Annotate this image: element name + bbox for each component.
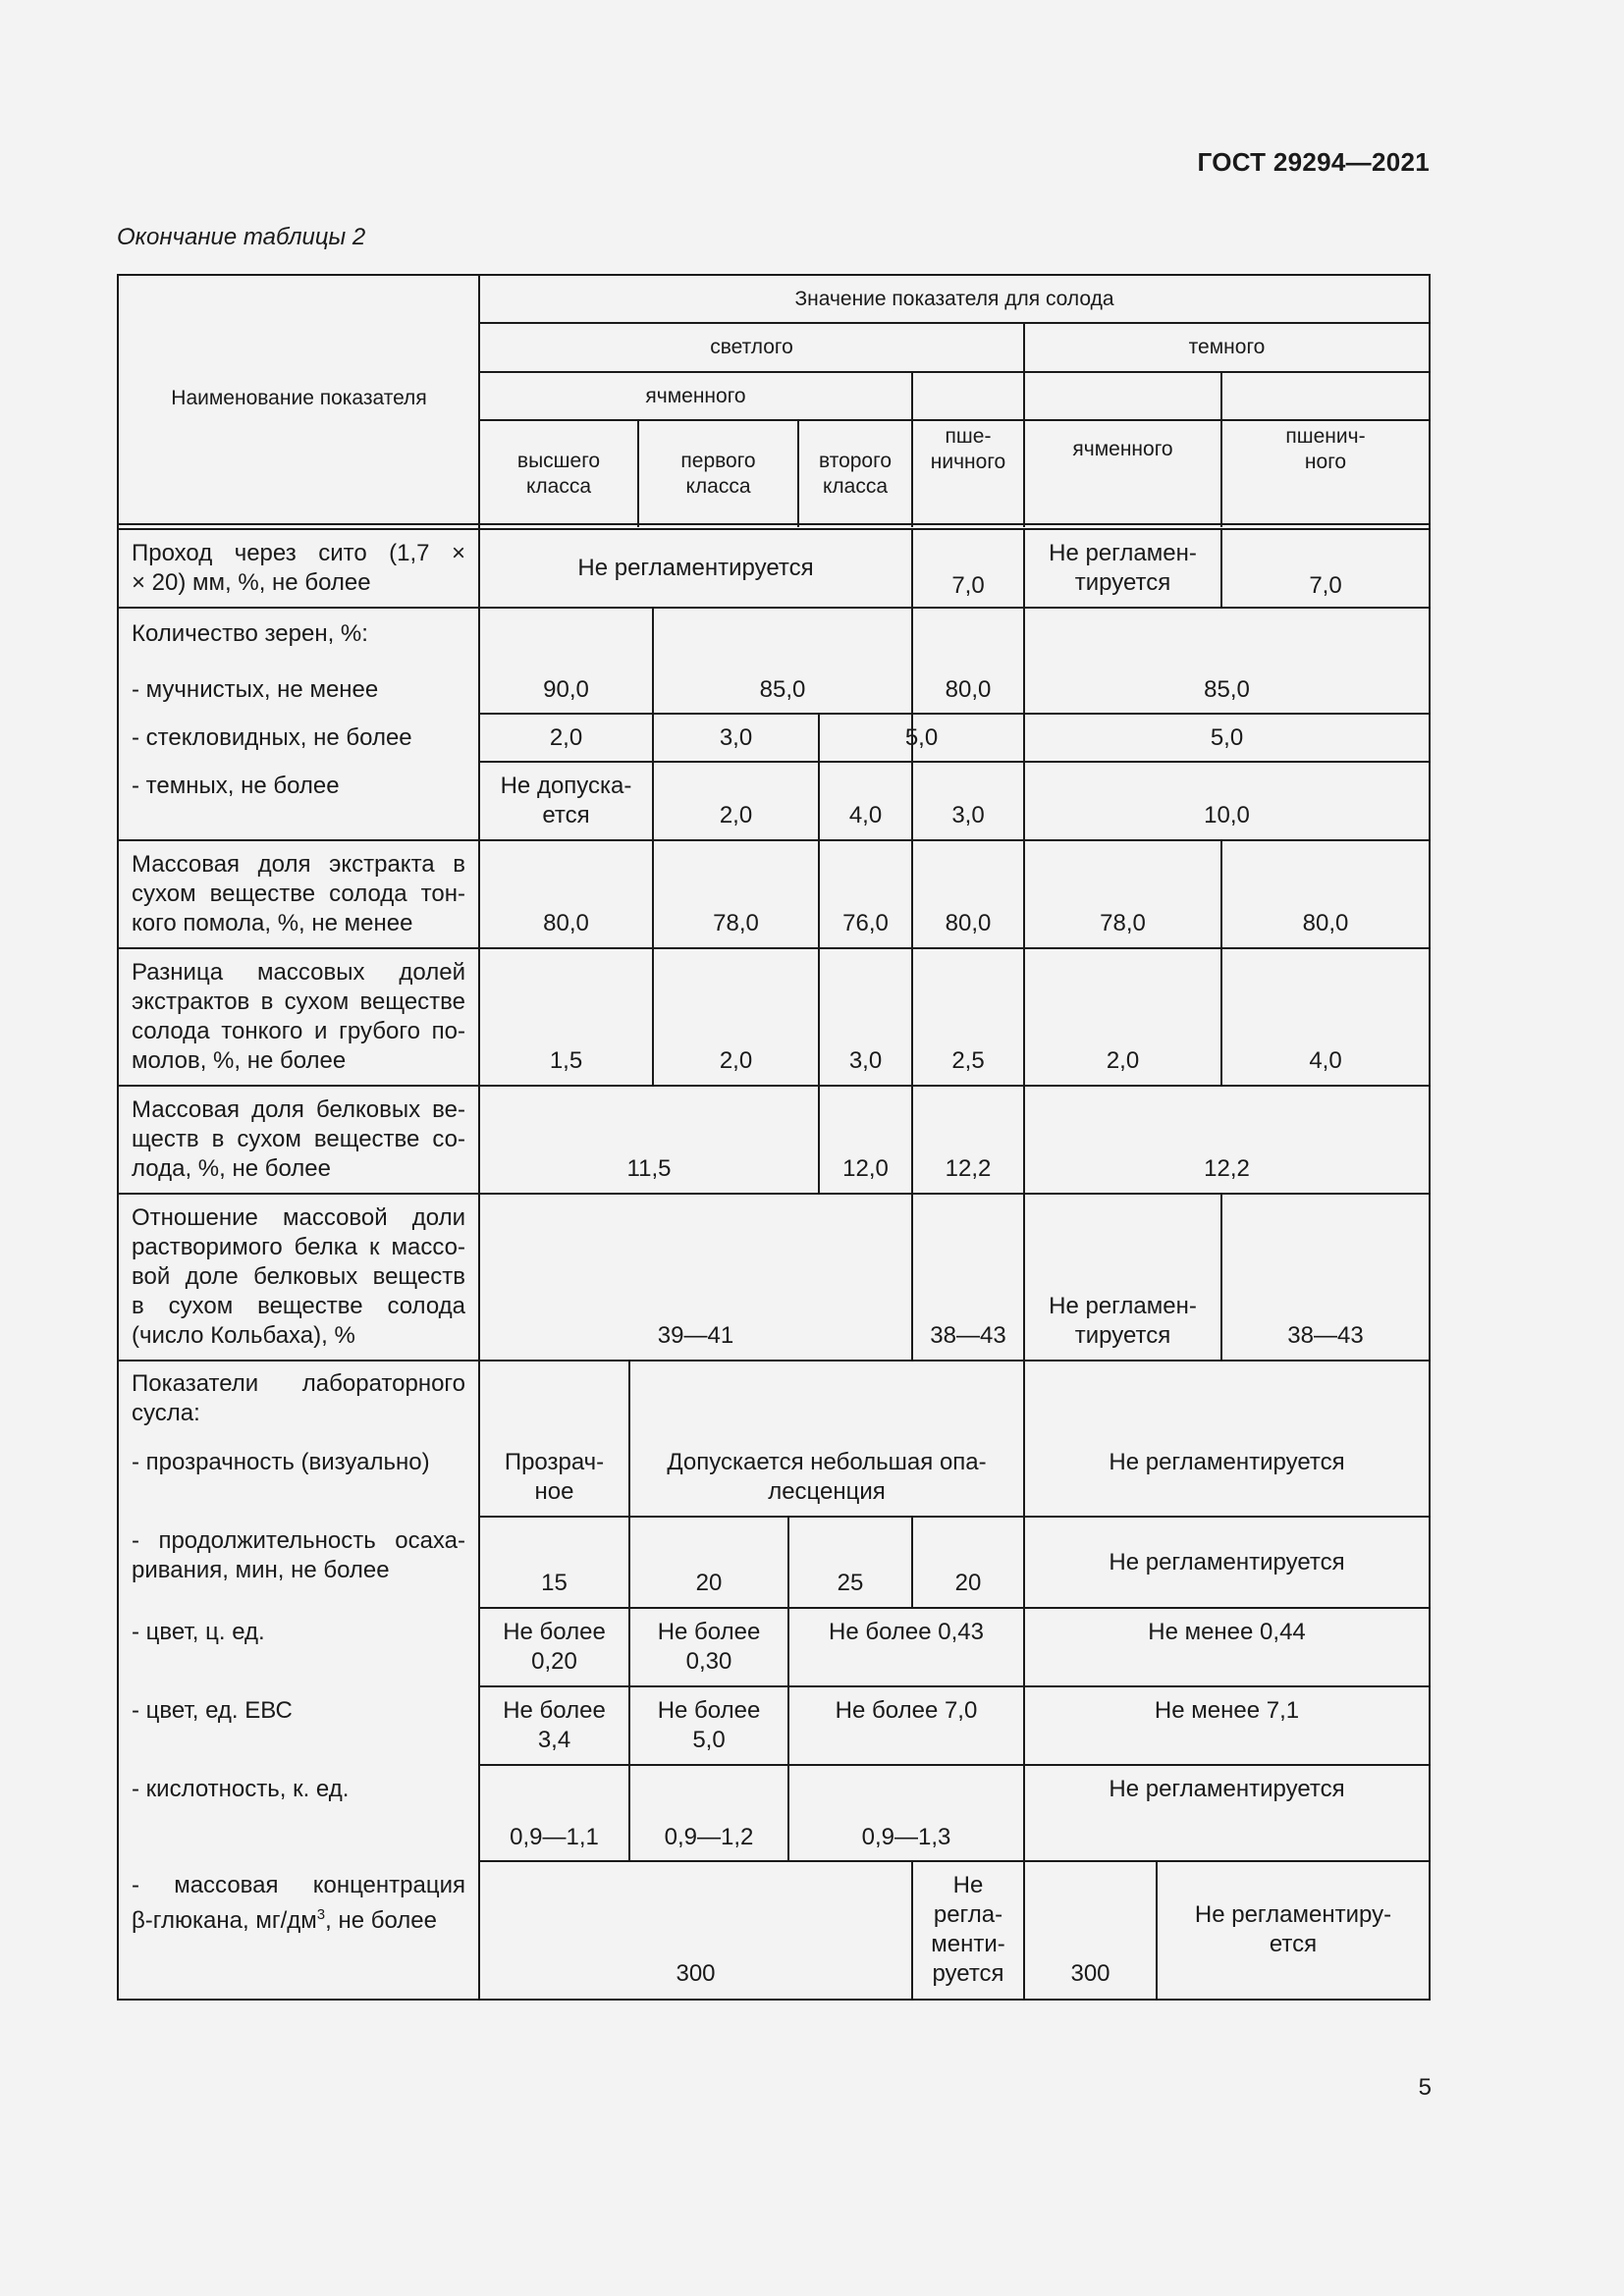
cell-glucan-dark-wheat: Не регламентиру- ется <box>1194 1901 1392 1957</box>
label-protein-2: ществ в сухом веществе со- <box>132 1126 465 1152</box>
cell-color-highest: Не более 0,20 <box>503 1619 606 1675</box>
cell-glassy-dark: 5,0 <box>1210 724 1244 751</box>
header-light-wheat: пше- ничного <box>930 425 1006 473</box>
cell-glassy-second-wheat: 5,0 <box>904 724 939 751</box>
cell-color-second-wheat: Не более 0,43 <box>829 1619 984 1645</box>
label-glucan-1: - массовая концентрация <box>132 1872 465 1898</box>
cell-ebc-highest: Не более 3,4 <box>503 1697 606 1753</box>
cell-glassy-first: 3,0 <box>719 724 753 751</box>
cell-acidity-highest: 0,9—1,1 <box>510 1824 599 1850</box>
cell-sieve-light-wheat: 7,0 <box>951 572 985 599</box>
cell-dark-second: 4,0 <box>848 802 883 828</box>
cell-protein-dark: 12,2 <box>1204 1155 1250 1182</box>
cell-sacch-second: 25 <box>837 1570 864 1596</box>
label-saccharification-1: - продолжительность осаха- <box>132 1527 465 1554</box>
header-second-class: второго класса <box>819 450 892 498</box>
cell-dark-first: 2,0 <box>719 802 753 828</box>
header-dark-wheat: пшенич- ного <box>1285 425 1366 473</box>
cell-sacch-wheat: 20 <box>954 1570 982 1596</box>
cell-kolbach-wheat: 38—43 <box>930 1322 1006 1349</box>
cell-acidity-first: 0,9—1,2 <box>664 1824 754 1850</box>
label-kolbach-5: (число Кольбаха), % <box>132 1322 355 1349</box>
cell-diff-dark-barley: 2,0 <box>1106 1047 1140 1074</box>
cell-dark-dark: 10,0 <box>1204 802 1250 828</box>
cell-ebc-second-wheat: Не более 7,0 <box>835 1697 978 1724</box>
cell-ebc-first: Не более 5,0 <box>657 1697 761 1753</box>
cell-diff-first: 2,0 <box>719 1047 753 1074</box>
cell-diff-wheat: 2,5 <box>951 1047 985 1074</box>
label-grains: Количество зерен, %: <box>132 620 368 647</box>
label-glucan-2-text: β-глюкана, мг/дм <box>132 1907 317 1934</box>
page-number: 5 <box>1418 2074 1432 2101</box>
cell-acidity-dark: Не регламентируется <box>1109 1776 1345 1802</box>
label-extract-diff-1: Разница массовых долей <box>132 959 465 986</box>
cell-clarity-dark: Не регламентируется <box>1109 1449 1345 1475</box>
label-glassy: - стекловидных, не более <box>132 724 412 751</box>
label-clarity: - прозрачность (визуально) <box>132 1449 430 1475</box>
cell-protein-highest-first: 11,5 <box>626 1155 672 1182</box>
label-mealy: - мучнистых, не менее <box>132 676 379 703</box>
cell-protein-second: 12,0 <box>842 1155 889 1182</box>
cell-glucan-light-barley: 300 <box>676 1960 716 1987</box>
cell-color-dark: Не менее 0,44 <box>1148 1619 1306 1645</box>
header-light: светлого <box>710 336 793 358</box>
cell-dark-highest: Не допуска- ется <box>500 773 632 828</box>
header-light-barley: ячменного <box>645 385 746 407</box>
label-kolbach-3: вой доле белковых веществ <box>132 1263 465 1290</box>
cell-glucan-dark-barley: 300 <box>1070 1960 1110 1987</box>
cell-mealy-wheat: 80,0 <box>945 676 992 703</box>
cell-diff-dark-wheat: 4,0 <box>1309 1047 1342 1074</box>
standard-number: ГОСТ 29294—2021 <box>1197 147 1430 177</box>
label-extract-2: сухом веществе солода тон- <box>132 881 465 907</box>
cell-kolbach-dark-barley: Не регламен- тируется <box>1049 1293 1197 1349</box>
cell-sacch-first: 20 <box>695 1570 723 1596</box>
label-extract-diff-4: молов, %, не более <box>132 1047 347 1074</box>
cell-extract-second: 76,0 <box>842 910 889 936</box>
header-dark-barley: ячменного <box>1072 438 1173 460</box>
label-extract-1: Массовая доля экстракта в <box>132 851 465 878</box>
label-color: - цвет, ц. ед. <box>132 1619 265 1645</box>
cell-color-first: Не более 0,30 <box>657 1619 761 1675</box>
label-extract-3: кого помола, %, не менее <box>132 910 413 936</box>
cell-mealy-highest: 90,0 <box>543 676 589 703</box>
cell-extract-wheat: 80,0 <box>945 910 992 936</box>
label-kolbach-1: Отношение массовой доли <box>132 1204 465 1231</box>
label-acidity: - кислотность, к. ед. <box>132 1776 350 1802</box>
header-highest-class: высшего класса <box>516 450 601 498</box>
cell-ebc-dark: Не менее 7,1 <box>1154 1697 1300 1724</box>
label-wort-2: сусла: <box>132 1400 200 1426</box>
cell-kolbach-dark-wheat: 38—43 <box>1287 1322 1364 1349</box>
cell-extract-first: 78,0 <box>713 910 759 936</box>
cell-mealy-dark: 85,0 <box>1204 676 1250 703</box>
label-wort-1: Показатели лабораторного <box>132 1370 465 1397</box>
cell-dark-wheat: 3,0 <box>951 802 985 828</box>
label-color-ebc: - цвет, ед. ЕВС <box>132 1697 293 1724</box>
header-value: Значение показателя для солода <box>794 288 1114 310</box>
cell-sieve-light-barley: Не регламентируется <box>577 555 814 581</box>
label-saccharification-2: ривания, мин, не более <box>132 1557 390 1583</box>
cell-sacch-dark: Не регламентируется <box>1109 1549 1345 1575</box>
label-glucan-2 <box>132 1900 465 1936</box>
header-first-class: первого класса <box>680 450 756 498</box>
cell-sieve-dark-wheat: 7,0 <box>1309 572 1342 599</box>
cell-clarity-highest: Прозрач- ное <box>504 1449 605 1505</box>
cell-mealy-first-second: 85,0 <box>759 676 806 703</box>
header-indicator-name: Наименование показателя <box>171 387 427 409</box>
requirements-table <box>117 274 1431 2001</box>
label-dark-grains: - темных, не более <box>132 773 340 799</box>
header-dark: темного <box>1188 336 1266 358</box>
cell-extract-dark-wheat: 80,0 <box>1302 910 1349 936</box>
cell-clarity-light: Допускается небольшая опа- лесценция <box>667 1449 987 1505</box>
label-protein-3: лода, %, не более <box>132 1155 331 1182</box>
table-caption: Окончание таблицы 2 <box>117 224 366 250</box>
label-sieve-2: × 20) мм, %, не более <box>132 569 371 596</box>
cell-extract-highest: 80,0 <box>543 910 589 936</box>
label-protein-1: Массовая доля белковых ве- <box>132 1096 465 1123</box>
cell-diff-highest: 1,5 <box>549 1047 583 1074</box>
cell-extract-dark-barley: 78,0 <box>1100 910 1146 936</box>
cell-sacch-highest: 15 <box>541 1570 568 1596</box>
label-extract-diff-3: солода тонкого и грубого по- <box>132 1018 465 1044</box>
label-sieve-1: Проход через сито (1,7 × <box>132 540 465 566</box>
label-kolbach-4: в сухом веществе солода <box>132 1293 465 1319</box>
cell-sieve-dark-barley: Не регламен- тируется <box>1049 540 1197 596</box>
cell-diff-second: 3,0 <box>848 1047 883 1074</box>
cell-acidity-second-wheat: 0,9—1,3 <box>861 1824 951 1850</box>
label-extract-diff-2: экстрактов в сухом веществе <box>132 988 465 1015</box>
label-glucan-2-tail: , не более <box>325 1907 437 1934</box>
cell-glucan-wheat: Не регла- менти- руется <box>931 1872 1005 1987</box>
cell-protein-wheat: 12,2 <box>945 1155 992 1182</box>
label-glucan-2-sup: 3 <box>316 1906 326 1923</box>
label-kolbach-2: растворимого белка к массо- <box>132 1234 465 1260</box>
cell-kolbach-light-barley: 39—41 <box>657 1322 734 1349</box>
cell-glassy-highest: 2,0 <box>549 724 583 751</box>
